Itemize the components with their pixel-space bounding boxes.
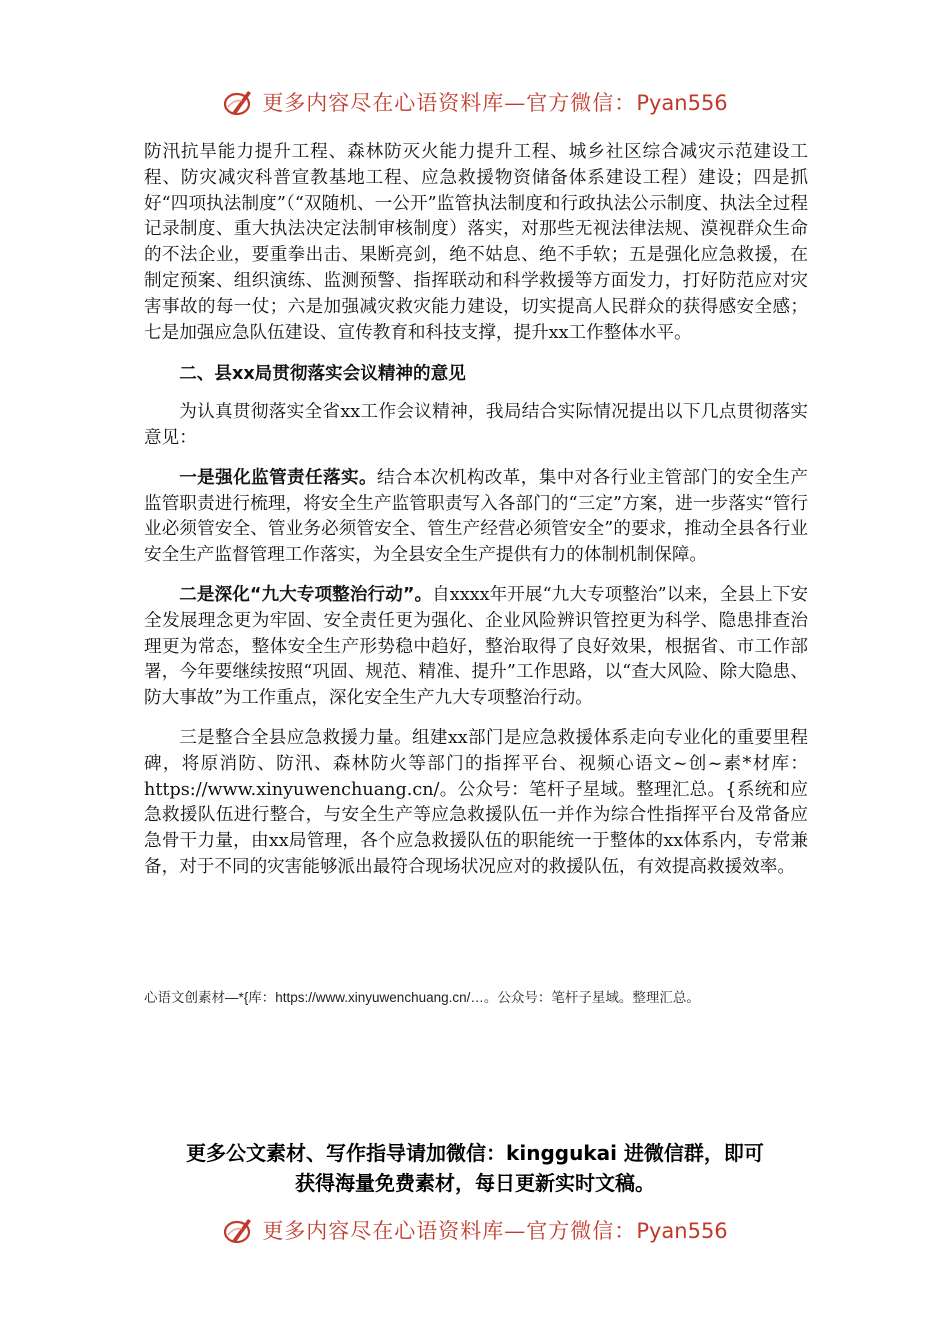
paragraph-4-lead: 二是深化“九大专项整治行动”。: [179, 584, 433, 605]
header-banner: [0, 82, 950, 122]
wechat-id: Pyan556: [636, 1219, 728, 1243]
promo-line-2: 获得海量免费素材，每日更新实时文稿。: [295, 1171, 655, 1195]
document-body: [144, 140, 808, 881]
wechat-id: Pyan556: [636, 91, 728, 115]
paragraph-4: [144, 583, 808, 712]
promo-line-1: 更多公文素材、写作指导请加微信：kinggukai 进微信群，即可: [186, 1141, 764, 1165]
paragraph-2: 为认真贯彻落实全省xx工作会议精神，我局结合实际情况提出以下几点贯彻落实意见：: [144, 402, 808, 448]
quill-pen-logo-icon: [222, 85, 256, 119]
paragraph-1: 防汛抗旱能力提升工程、森林防灭火能力提升工程、城乡社区综合减灾示范建设工程、防灾减灾科普宣教基地工程、应急救援物资储备体系建设工程）建设；四是抓好“四项执法制度”（“双随机、一公开”监管执法制度和行政执法公示制度、执法全过程记录制度、重大执法决定法制审核制度）落实，对那些无视法律法规、漠视群众生命的不法企业，要重拳出击、果断亮剑，绝不姑息、绝不手软；五是强化应急救援，在制定预案、组织演练、监测预警、指挥联动和科学救援等方面发力，打好防范应对灾害事故的每一仗；六是加强减灾救灾能力建设，切实提高人民群众的获得感安全感；七是加强应急队伍建设、宣传教育和科技支撑，提升xx工作整体水平。: [144, 142, 808, 343]
promo-text: [0, 1138, 950, 1198]
paragraph-3-text: 结合本次机构改革，集中对各行业主管部门的安全生产监管职责进行梳理，将安全生产监管职责写入各部门的“三定”方案，进一步落实“管行业必须管安全、管业务必须管安全、管生产经营必须管安全”的要求，推动全县各行业安全生产监督管理工作落实，为全县安全生产提供有力的体制机制保障。: [144, 467, 808, 566]
quill-pen-logo-icon: [222, 1213, 256, 1247]
footer-banner: [0, 1210, 950, 1250]
paragraph-3: [144, 466, 808, 569]
section-heading-2: 二、县xx局贯彻落实会议精神的意见: [179, 364, 466, 385]
paragraph-4-text: 自xxxx年开展“九大专项整治”以来，全县上下安全发展理念更为牢固、安全责任更为强化、企业风险辨识管控更为科学、隐患排查治理更为常态，整体安全生产形势稳中趋好，整治取得了良好效果，根据省、市工作部署，今年要继续按照“巩固、规范、精准、提升”工作思路，以“查大风险、除大隐患、防大事故”为工作重点，深化安全生产九大专项整治行动。: [144, 584, 808, 709]
paragraph-3-lead: 一是强化监管责任落实。: [179, 467, 377, 488]
banner-text: 更多内容尽在心语资料库—官方微信：Pyan556: [262, 1219, 728, 1243]
banner-text: 更多内容尽在心语资料库—官方微信：Pyan556: [262, 91, 728, 115]
footnote: 心语文创素材—*{库：https://www.xinyuwenchuang.cn/…。公众号：笔杆子星域。整理汇总。: [144, 990, 700, 1005]
paragraph-5: 三是整合全县应急救援力量。组建xx部门是应急救援体系走向专业化的重要里程碑，将原消防、防汛、森林防火等部门的指挥平台、视频心语文~创~素*材库：https://www.xinyuwenchuang.cn/。公众号：笔杆子星域。整理汇总。{系统和应急救援队伍进行整合，与安全生产等应急救援队伍一并作为综合性指挥平台及常备应急骨干力量，由xx局管理，各个应急救援队伍的职能统一于整体的xx体系内，专常兼备，对于不同的灾害能够派出最符合现场状况应对的救援队伍，有效提高救援效率。: [144, 727, 808, 877]
